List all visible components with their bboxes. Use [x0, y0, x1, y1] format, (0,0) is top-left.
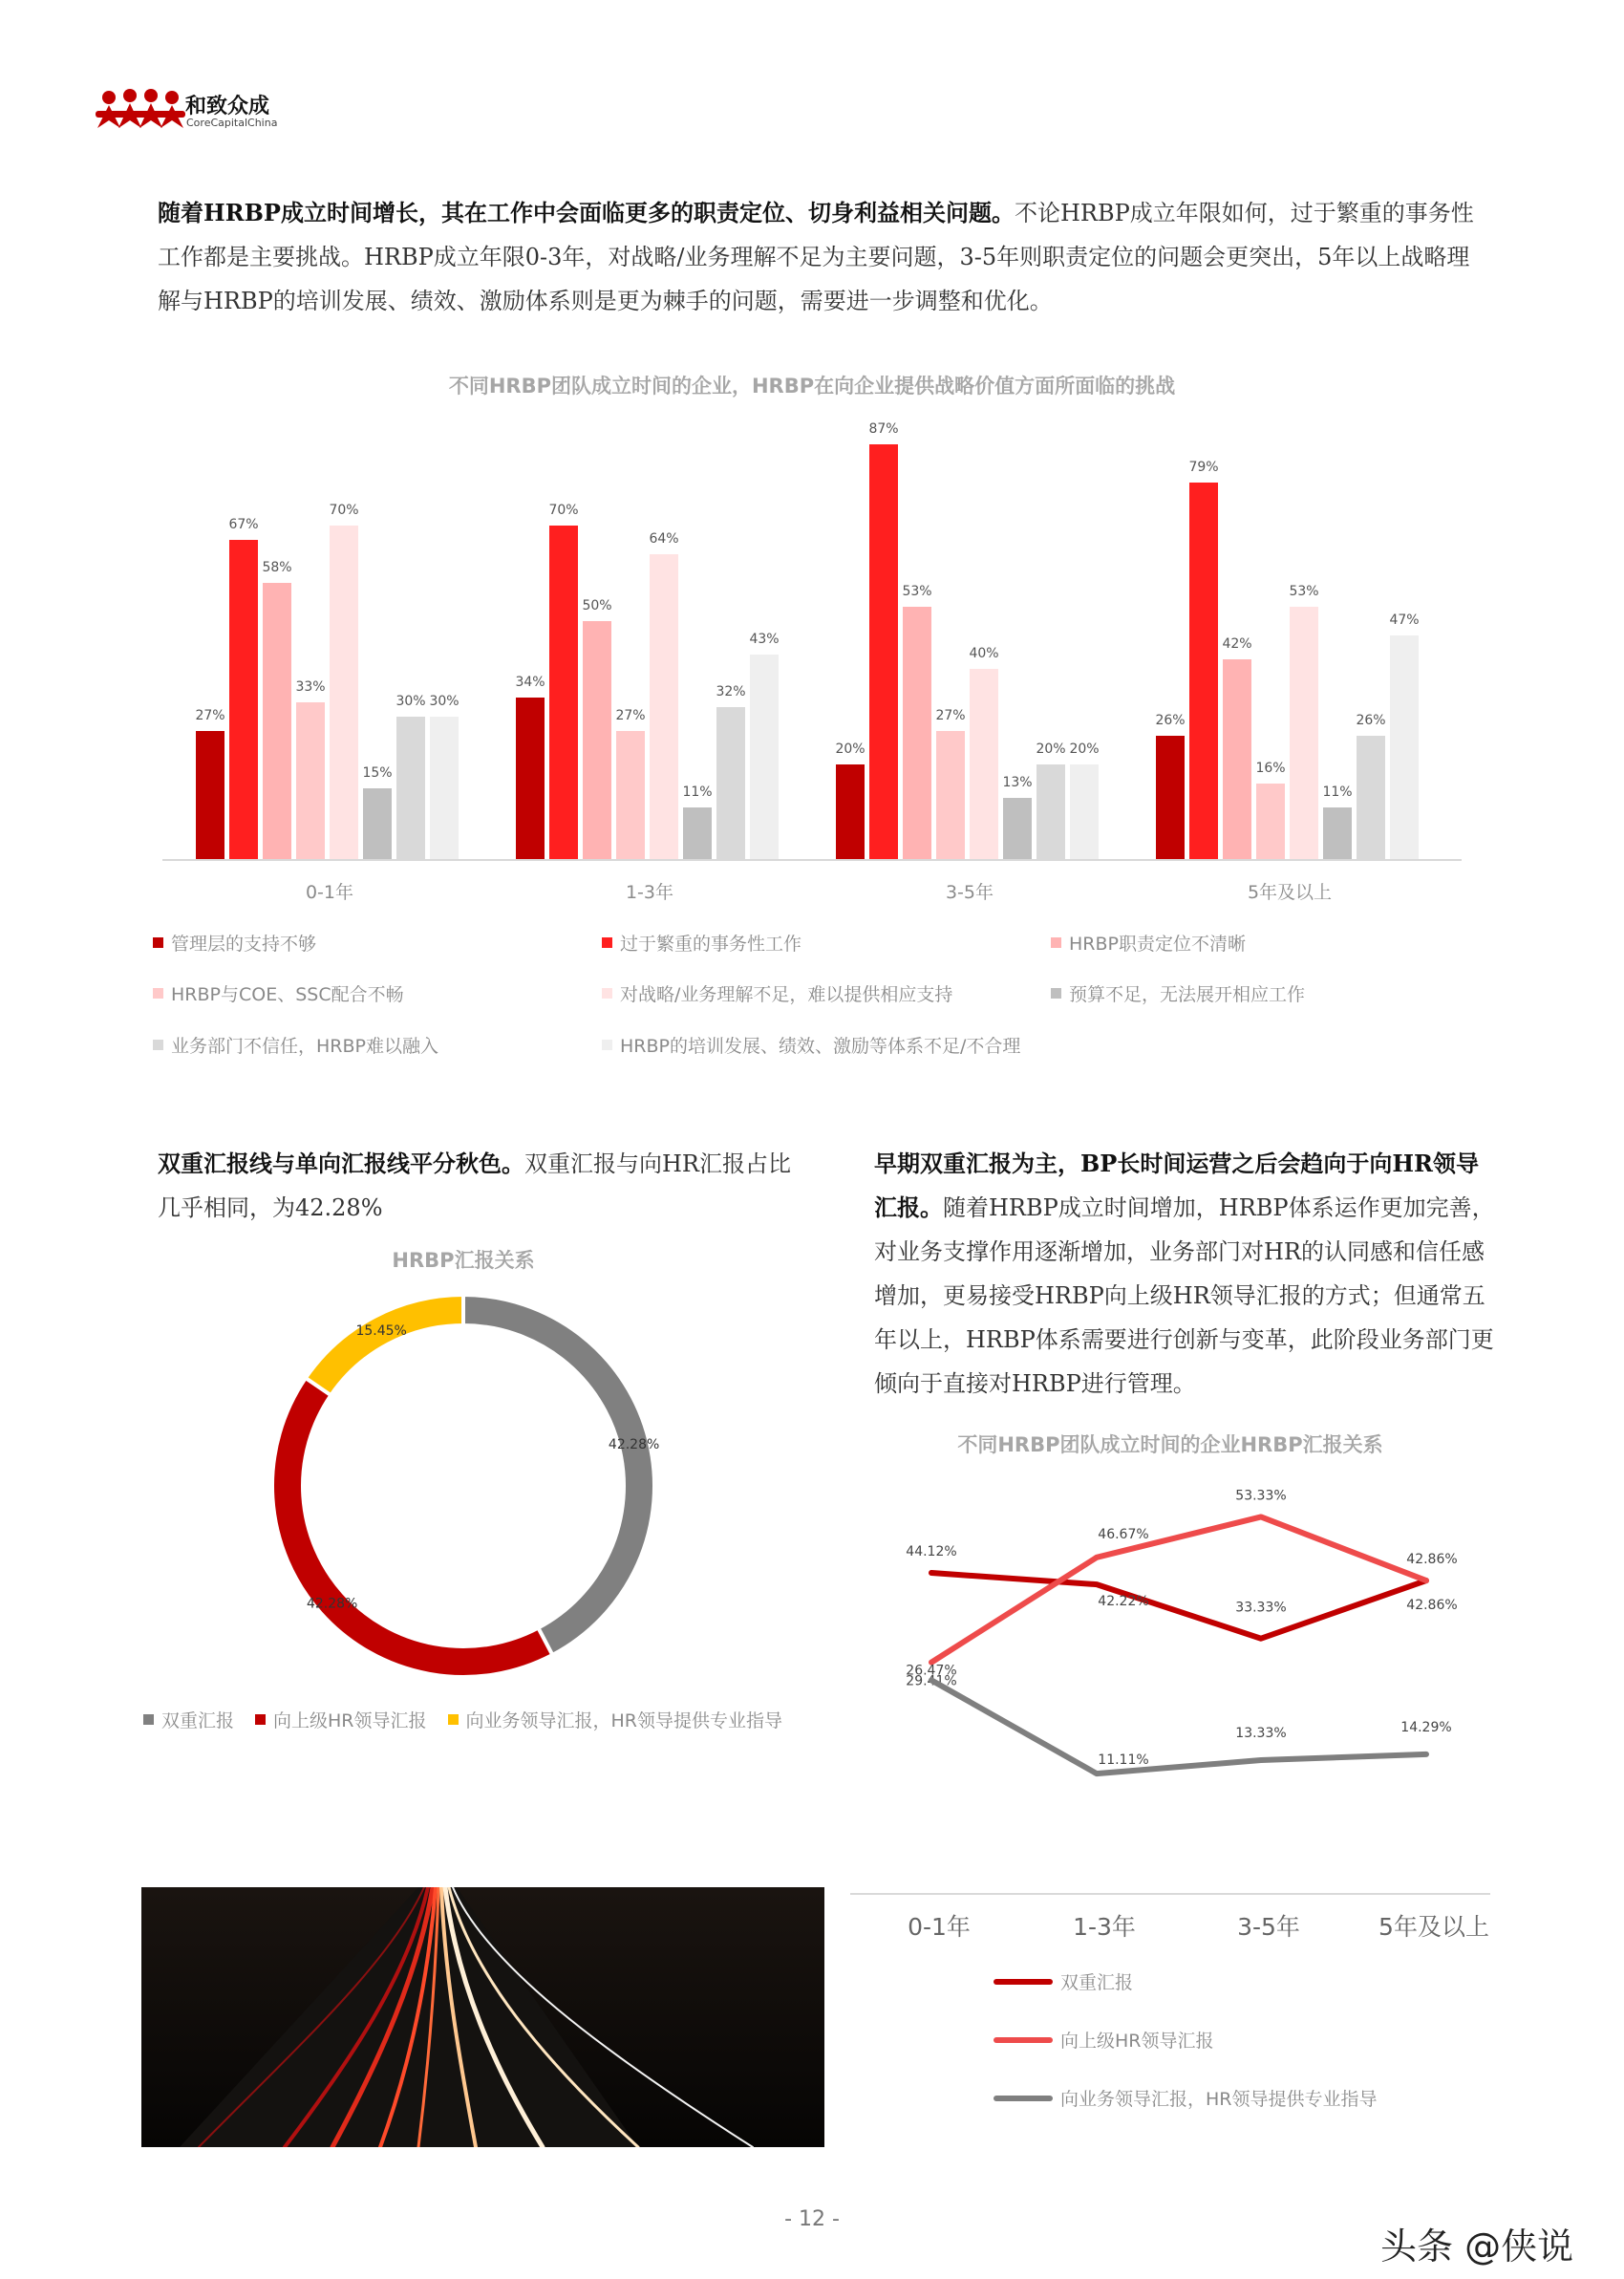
bar-chart-legend-item: [1051, 927, 1471, 958]
bar-data-label: 30%: [395, 694, 426, 709]
x-tick-label: 3-5年: [945, 882, 994, 903]
bar: [1189, 483, 1218, 860]
donut-chart: [253, 1276, 673, 1696]
bar-data-label: 11%: [682, 785, 713, 800]
bar: [1323, 807, 1352, 860]
line-chart-legend-label: 向上级HR领导汇报: [1060, 2031, 1214, 2052]
bar-data-label: 13%: [1002, 775, 1033, 790]
people-logo-icon: [96, 88, 187, 136]
bar-data-label: 50%: [582, 598, 612, 613]
donut-data-label: 42.28%: [608, 1436, 660, 1452]
donut-chart-legend-item: [255, 1707, 427, 1732]
bar-data-label: 43%: [749, 632, 780, 647]
bar-data-label: 79%: [1188, 460, 1219, 475]
x-tick-label: 1-3年: [1073, 1913, 1136, 1941]
bar: [1290, 607, 1318, 860]
bar-data-label: 42%: [1222, 636, 1252, 652]
bar-chart-legend-swatch: [153, 988, 163, 999]
night-highway-photo: [141, 1887, 824, 2147]
line-chart-legend-label: 向业务领导汇报，HR领导提供专业指导: [1060, 2089, 1378, 2110]
bar-data-label: 20%: [835, 742, 865, 757]
bar-data-label: 33%: [295, 679, 326, 695]
bar: [363, 788, 392, 860]
bar-data-label: 34%: [515, 675, 545, 690]
x-tick-label: 5年及以上: [1247, 882, 1333, 903]
bar: [1256, 784, 1285, 860]
x-tick-label: 5年及以上: [1378, 1913, 1489, 1941]
line-data-label: 13.33%: [1235, 1725, 1287, 1741]
bar: [516, 698, 545, 860]
line-series: [931, 1680, 1426, 1774]
bar-data-label: 67%: [228, 517, 259, 532]
bar-chart-legend-swatch: [602, 1040, 612, 1050]
bar-chart-legend-swatch: [153, 937, 163, 948]
bar: [970, 669, 998, 860]
bar-chart-legend-swatch: [1051, 937, 1061, 948]
line-data-label: 46.67%: [1098, 1526, 1149, 1542]
intro-text: 不论HRBP成立年限如何，过于繁重的事务性工作都是主要挑战。HRBP成立年限0-3年，对战略/业务理解不足为主要问题，3-5年则职责定位的问题会更突出，5年以上战略理解与HRBP的培训发展、绩效、激励体系则是更为棘手的问题，需要进一步调整和优化。: [158, 200, 1474, 314]
bar-chart-legend-item: [153, 978, 602, 1009]
line-data-label: 42.86%: [1406, 1552, 1458, 1568]
bar: [196, 731, 224, 860]
bar: [936, 731, 965, 860]
bar-data-label: 70%: [329, 503, 359, 518]
brand-name-cn: 和致众成: [185, 95, 270, 118]
line-chart-legend: [994, 1968, 1528, 2111]
x-tick-label: 1-3年: [625, 882, 674, 903]
bar: [1156, 736, 1185, 860]
bar-data-label: 16%: [1255, 761, 1286, 776]
donut-data-label: 42.28%: [306, 1596, 358, 1612]
bar-data-label: 27%: [195, 708, 225, 723]
bar: [263, 583, 291, 860]
bar-data-label: 27%: [935, 708, 966, 723]
bar: [1357, 736, 1385, 860]
line-chart-legend-item: [994, 1968, 1528, 1994]
bar-chart-legend-label: 过于繁重的事务性工作: [620, 934, 802, 956]
donut-chart-legend-label: 向业务领导汇报，HR领导提供专业指导: [465, 1710, 783, 1731]
bar: [869, 444, 898, 860]
line-data-label: 53.33%: [1235, 1488, 1287, 1504]
left-section-text: [158, 1142, 812, 1230]
donut-chart-legend-item: [143, 1707, 234, 1732]
bar-chart-legend-item: [602, 927, 1051, 958]
bar-chart-legend-label: 对战略/业务理解不足，难以提供相应支持: [620, 984, 953, 1006]
donut-chart-legend-swatch: [255, 1714, 266, 1725]
line-data-label: 29.41%: [906, 1673, 957, 1689]
bar-chart-legend-item: [153, 927, 602, 958]
donut-chart-legend-label: 向上级HR领导汇报: [273, 1710, 427, 1731]
bar-data-label: 30%: [429, 694, 459, 709]
bar-data-label: 32%: [716, 684, 746, 699]
bar-data-label: 47%: [1389, 613, 1420, 628]
bar-chart-legend-label: 预算不足，无法展开相应工作: [1069, 984, 1306, 1006]
page-number: - 12 -: [784, 2207, 840, 2231]
bar-chart-title: 不同HRBP团队成立时间的企业，HRBP在向企业提供战略价值方面所面临的挑战: [448, 375, 1176, 398]
bar: [396, 717, 425, 860]
line-data-label: 42.86%: [1406, 1598, 1458, 1614]
left-section-body: 双重汇报与向HR汇报占比几乎相同，为42.28%: [158, 1150, 791, 1221]
bar-chart-legend-item: [602, 978, 1051, 1009]
bar-chart-legend-label: 业务部门不信任，HRBP难以融入: [171, 1035, 438, 1057]
bar-chart-legend-swatch: [153, 1040, 163, 1050]
donut-slice: [463, 1295, 654, 1655]
bar: [1070, 764, 1099, 860]
bar-chart-legend-swatch: [1051, 988, 1061, 999]
bar-data-label: 20%: [1036, 742, 1066, 757]
intro-bold: 随着HRBP成立时间增长，其在工作中会面临更多的职责定位、切身利益相关问题。: [158, 199, 1015, 226]
bar-chart-legend-label: HRBP的培训发展、绩效、激励等体系不足/不合理: [620, 1035, 1021, 1057]
x-tick-label: 3-5年: [1237, 1913, 1300, 1941]
bar-data-label: 40%: [969, 646, 999, 661]
watermark: 头条 @侠说: [1380, 2225, 1574, 2268]
bar: [750, 655, 779, 860]
bar-data-label: 64%: [649, 531, 679, 547]
bar: [1003, 798, 1032, 860]
bar-data-label: 15%: [362, 765, 393, 781]
bar-chart-legend-label: HRBP职责定位不清晰: [1069, 934, 1246, 956]
bar: [1036, 764, 1065, 860]
bar-data-label: 26%: [1356, 713, 1386, 728]
bar-chart-legend-label: 管理层的支持不够: [171, 934, 317, 956]
line-data-label: 14.29%: [1400, 1719, 1452, 1735]
donut-slice: [306, 1295, 463, 1395]
line-chart-title: 不同HRBP团队成立时间的企业HRBP汇报关系: [957, 1433, 1383, 1456]
bar-chart-legend: [153, 927, 1481, 1061]
bar: [583, 621, 611, 860]
bar: [1390, 635, 1419, 860]
bar: [716, 707, 745, 860]
bar: [1223, 659, 1251, 860]
line-series: [931, 1516, 1426, 1662]
bar-chart-legend-swatch: [602, 988, 612, 999]
bar: [430, 717, 459, 860]
donut-chart-legend-swatch: [143, 1714, 154, 1725]
bar-data-label: 58%: [262, 560, 292, 575]
bar-data-label: 11%: [1322, 785, 1353, 800]
line-data-label: 33.33%: [1235, 1600, 1287, 1616]
bar-chart-legend-item: [602, 1029, 1051, 1061]
bar-chart: [153, 401, 1481, 917]
brand-name-en: CoreCapitalChina: [186, 117, 278, 129]
left-section-bold: 双重汇报线与单向汇报线平分秋色。: [158, 1150, 524, 1177]
line-chart: [850, 1457, 1519, 1954]
bar-data-label: 26%: [1155, 713, 1186, 728]
line-data-label: 44.12%: [906, 1544, 957, 1560]
line-chart-legend-item: [994, 2085, 1528, 2111]
line-data-label: 26.47%: [906, 1663, 957, 1679]
bar: [903, 607, 931, 860]
donut-chart-legend-label: 双重汇报: [161, 1710, 235, 1731]
line-chart-legend-item: [994, 2027, 1528, 2053]
bar-chart-legend-item: [1051, 978, 1471, 1009]
bar-data-label: 70%: [548, 503, 579, 518]
bar-chart-legend-swatch: [602, 937, 612, 948]
line-chart-legend-label: 双重汇报: [1060, 1972, 1134, 1993]
bar: [836, 764, 865, 860]
donut-chart-title: HRBP汇报关系: [392, 1249, 535, 1272]
line-data-label: 42.22%: [1098, 1594, 1149, 1610]
line-chart-legend-swatch: [994, 2096, 1053, 2101]
bar: [683, 807, 712, 860]
bar-chart-legend-label: HRBP与COE、SSC配合不畅: [171, 984, 404, 1006]
intro-paragraph: [158, 191, 1481, 323]
bar: [650, 554, 678, 860]
x-tick-label: 0-1年: [305, 882, 354, 903]
donut-slice: [272, 1378, 552, 1677]
bar-chart-legend-item: [153, 1029, 602, 1061]
bar: [330, 526, 358, 860]
donut-chart-legend: [143, 1707, 831, 1732]
right-section-body: 随着HRBP成立时间增加，HRBP体系运作更加完善，对业务支撑作用逐渐增加，业务部门对HR的认同感和信任感增加，更易接受HRBP向上级HR领导汇报的方式；但通常五年以上，HRBP体系需要进行创新与变革，此阶段业务部门更倾向于直接对HRBP进行管理。: [874, 1194, 1495, 1397]
right-section-bold: 早期双重汇报为主，BP长时间运营之后会趋向于向HR领导汇报。: [874, 1150, 1479, 1221]
light-trails-image: [141, 1887, 824, 2147]
bar-data-label: 53%: [1289, 584, 1319, 599]
bar-data-label: 53%: [902, 584, 932, 599]
x-tick-label: 0-1年: [908, 1913, 971, 1941]
donut-chart-legend-item: [448, 1707, 783, 1732]
line-series: [931, 1573, 1426, 1639]
brand-logo: [96, 88, 306, 136]
right-section-text: [874, 1142, 1495, 1406]
line-data-label: 11.11%: [1098, 1752, 1149, 1769]
bar: [229, 540, 258, 860]
bar: [549, 526, 578, 860]
bar-data-label: 27%: [615, 708, 646, 723]
donut-data-label: 15.45%: [355, 1323, 407, 1340]
bar-data-label: 87%: [868, 421, 899, 437]
bar-data-label: 20%: [1069, 742, 1100, 757]
bar: [616, 731, 645, 860]
donut-chart-legend-swatch: [448, 1714, 459, 1725]
line-chart-legend-swatch: [994, 2037, 1053, 2043]
line-chart-legend-swatch: [994, 1979, 1053, 1985]
bar: [296, 702, 325, 860]
